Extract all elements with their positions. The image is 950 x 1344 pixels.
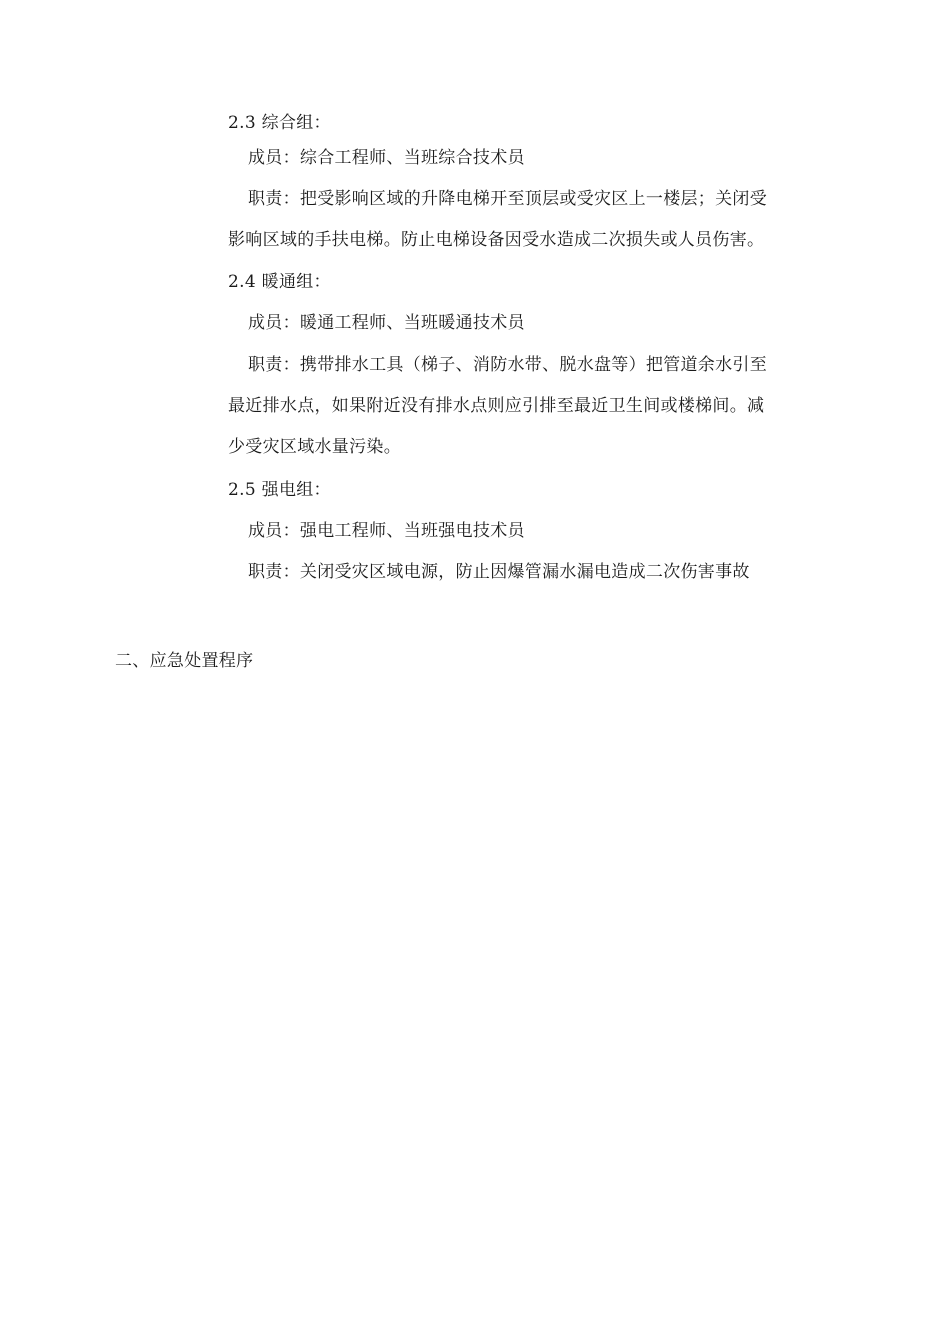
section-heading-2-5: 2.5 强电组：: [228, 480, 331, 500]
section-duty-line: 职责：关闭受灾区域电源，防止因爆管漏水漏电造成二次伤害事故: [248, 562, 750, 582]
section-duty-line: 最近排水点，如果附近没有排水点则应引排至最近卫生间或楼梯间。减: [228, 396, 765, 416]
section-heading-2-3: 2.3 综合组：: [228, 113, 331, 133]
section-members-2-5: 成员：强电工程师、当班强电技术员: [248, 521, 525, 541]
section-duty-line: 职责：携带排水工具（梯子、消防水带、脱水盘等）把管道余水引至: [248, 355, 767, 375]
section-duty-line: 职责：把受影响区域的升降电梯开至顶层或受灾区上一楼层；关闭受: [248, 189, 767, 209]
section-members-2-3: 成员：综合工程师、当班综合技术员: [248, 148, 525, 168]
section-duty-line: 影响区域的手扶电梯。防止电梯设备因受水造成二次损失或人员伤害。: [228, 230, 765, 250]
section-heading-2-4: 2.4 暖通组：: [228, 272, 331, 292]
section-members-2-4: 成员：暖通工程师、当班暖通技术员: [248, 313, 525, 333]
section-title-emergency-procedure: 二、应急处置程序: [115, 651, 254, 671]
section-duty-line: 少受灾区域水量污染。: [228, 437, 401, 457]
